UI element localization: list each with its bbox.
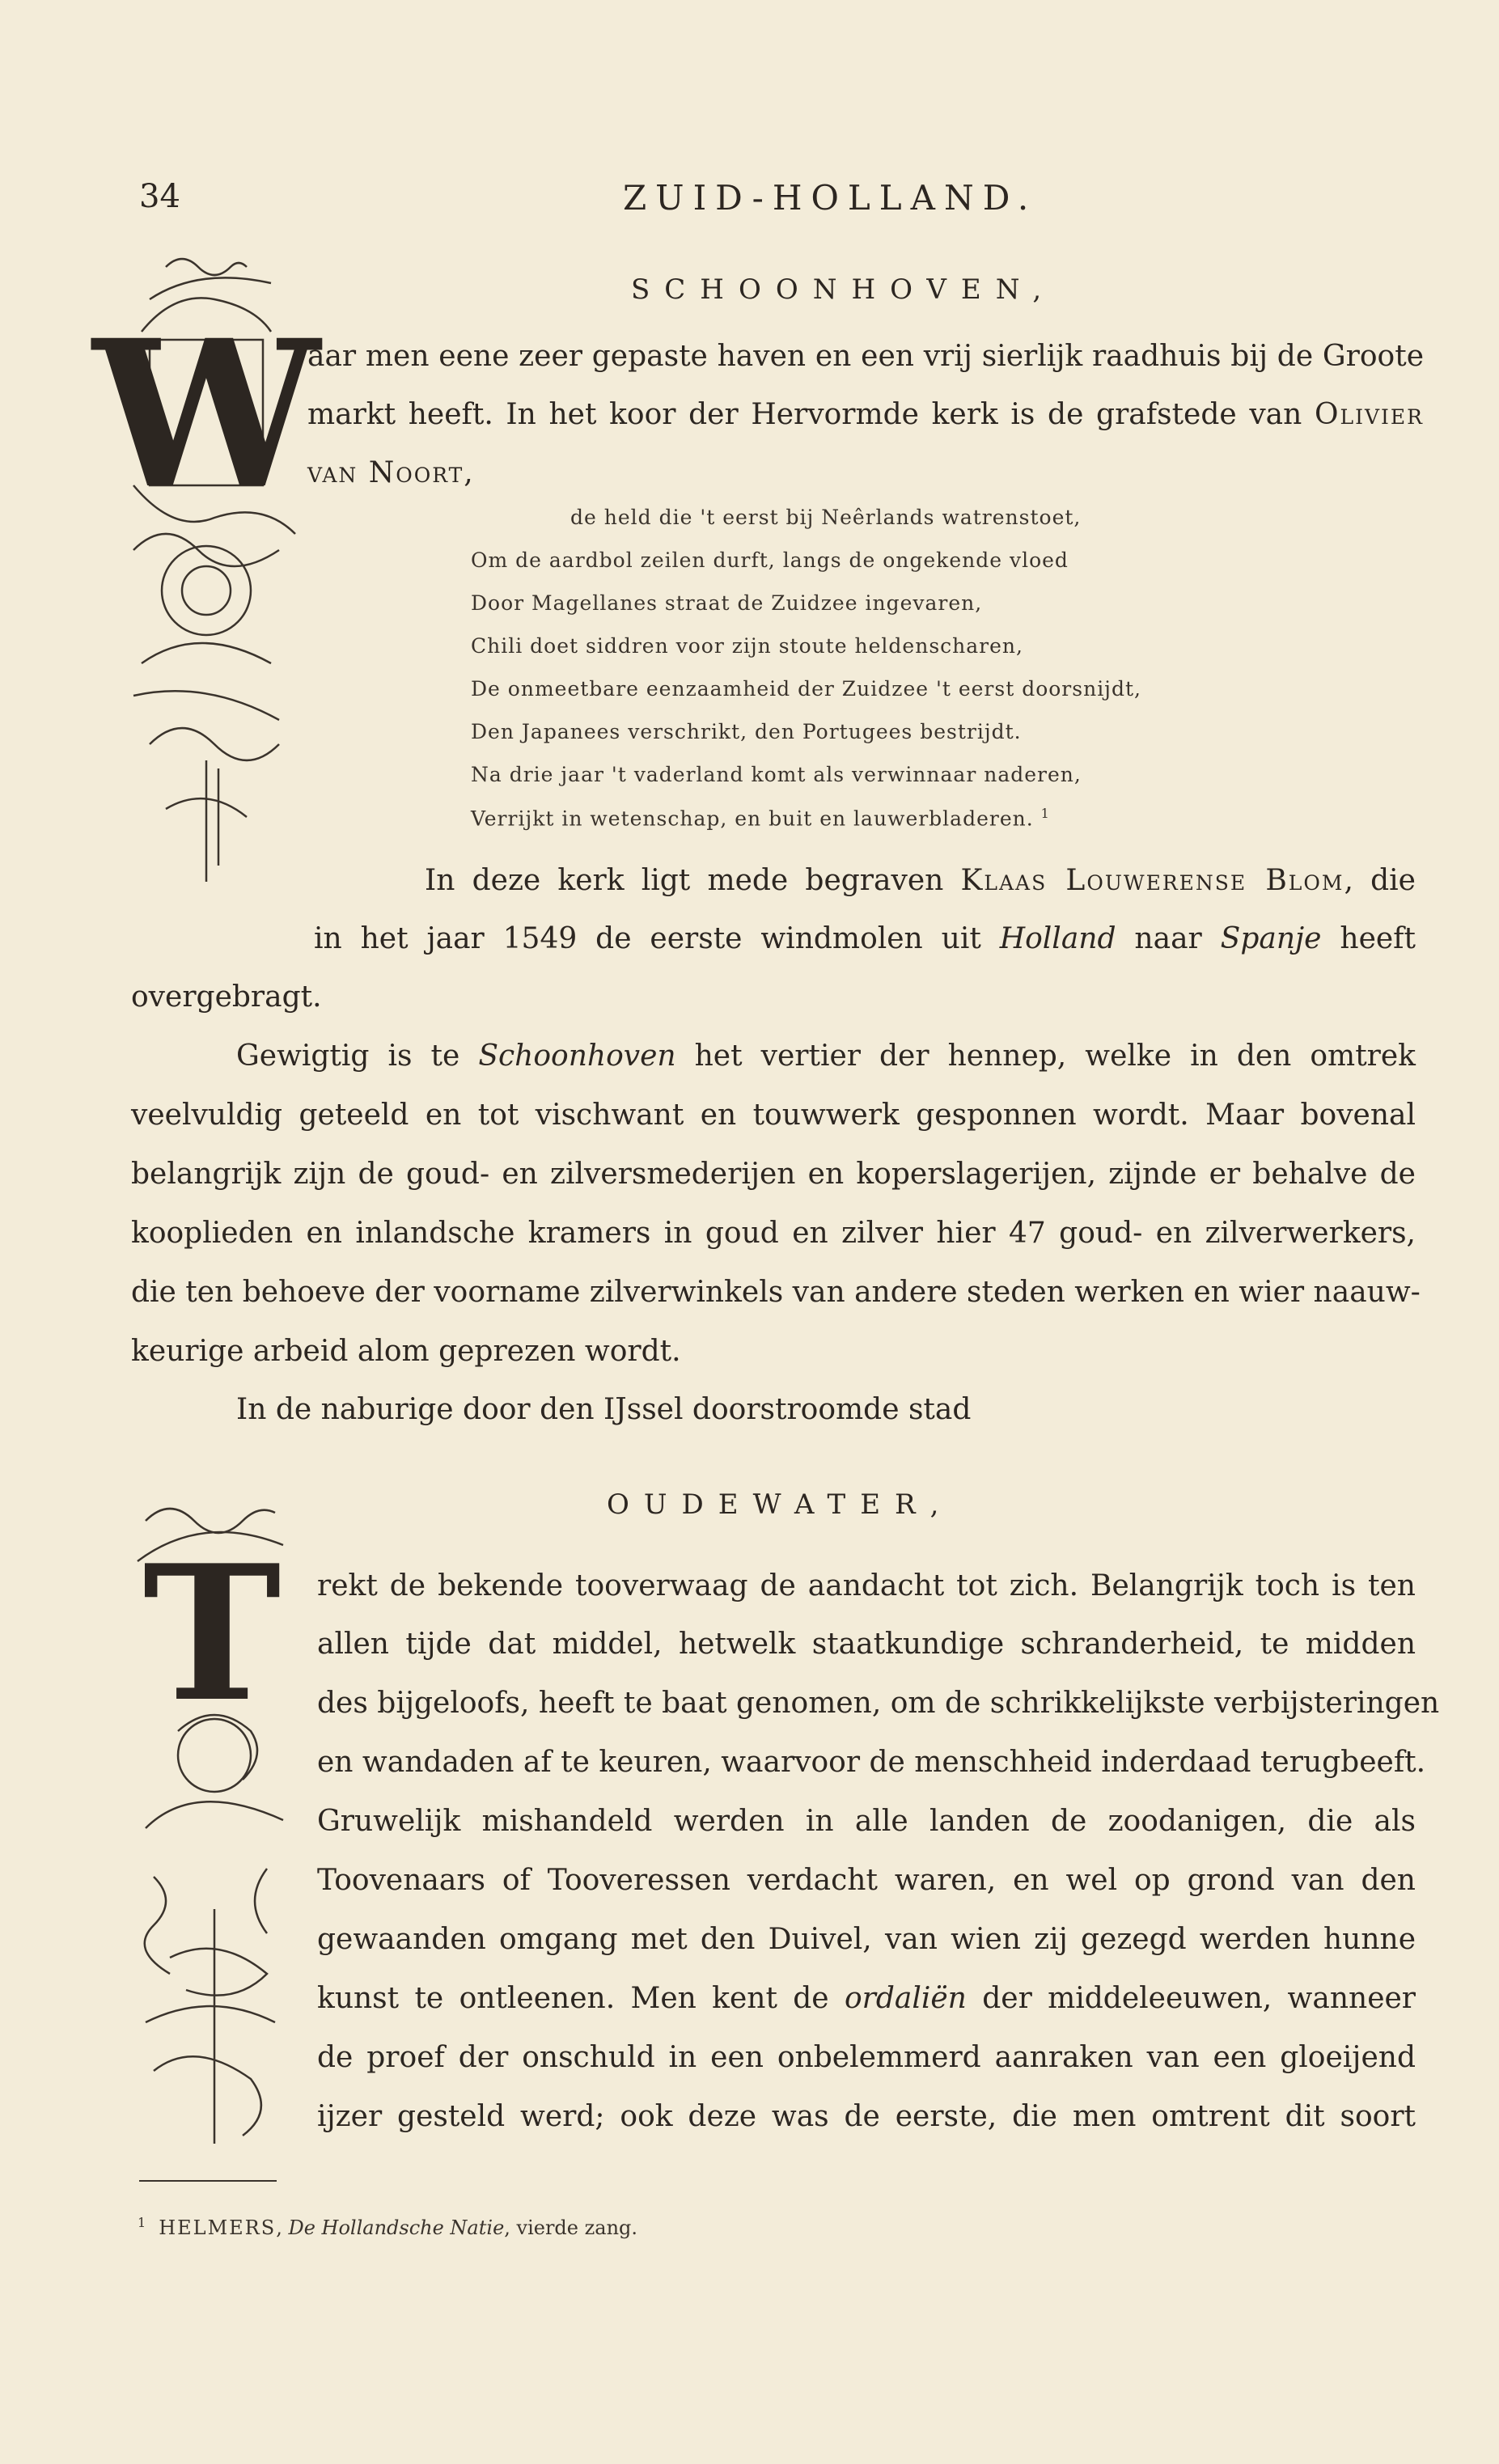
verse-line: Na drie jaar 't vaderland komt als verwinnaar naderen, [471,763,1082,786]
footnote-marker: 1 [1040,806,1050,821]
verse-line: De onmeetbare eenzaamheid der Zuidzee 't eerst doorsnijdt, [471,677,1141,701]
body-line: kunst te ontleenen. Men kent de ordaliën der middeleeuwen, wanneer [317,1982,1416,2015]
body-line: allen tijde dat middel, hetwelk staatkundige schranderheid, te midden [317,1628,1416,1661]
body-line: In de naburige door den IJssel doorstroomde stad [236,1393,972,1426]
initial-letter: T [142,1525,282,1743]
body-line: die ten behoeve der voorname zilverwinkels van andere steden werken en wier naauw- [131,1276,1421,1309]
body-line: Gewigtig is te Schoonhoven het vertier der hennep, welke in den omtrek [236,1039,1416,1073]
verse-line: de held die 't eerst bij Neêrlands watrenstoet, [570,506,1082,529]
decorated-initial-t [121,1488,307,2160]
verse-line: Door Magellanes straat de Zuidzee ingevaren, [471,591,983,615]
body-line: aar men eene zeer gepaste haven en een vrij sierlijk raadhuis bij de Groote [307,340,1424,373]
verse-line: Verrijkt in wetenschap, en buit en lauwerbladeren. $^1$ [471,806,1050,831]
footnote-title: De Hollandsche Natie [288,2216,505,2239]
person-name: Olivier [1314,398,1424,431]
footnote-rule [139,2180,277,2182]
footnote-marker: 1 [138,2215,146,2230]
place-name: Spanje [1220,922,1322,955]
body-line: ijzer gesteld werd; ook deze was de eerste, die men omtrent dit soort [317,2100,1416,2133]
body-line: rekt de bekende tooverwaag de aandacht tot zich. Belangrijk toch is ten [317,1569,1416,1602]
body-line: keurige arbeid alom geprezen wordt. [131,1335,681,1368]
body-line: de proef der onschuld in een onbelemmerd aanraken van een gloeijend [317,2041,1416,2074]
section-title-oudewater: OUDEWATER, [607,1488,954,1521]
body-line: van Noort, [307,456,473,489]
body-line: markt heeft. In het koor der Hervormde kerk is de grafstede van Olivier [307,398,1424,431]
running-title: ZUID-HOLLAND. [623,178,1038,218]
place-name: Holland [999,922,1116,955]
page-number: 34 [139,178,180,215]
body-line: kooplieden en inlandsche kramers in goud en zilver hier 47 goud- en zilverwerkers, [131,1217,1416,1250]
verse-line: Om de aardbol zeilen durft, langs de ongekende vloed [471,548,1069,572]
body-line: gewaanden omgang met den Duivel, van wien zij gezegd werden hunne [317,1923,1416,1956]
body-line: veelvuldig geteeld en tot vischwant en touwwerk gesponnen wordt. Maar bovenal [131,1099,1416,1132]
initial-letter: W [92,295,320,533]
body-line: Toovenaars of Tooveressen verdacht waren, en wel op grond van den [317,1864,1416,1897]
body-line: en wandaden af te keuren, waarvoor de menschheid inderdaad terugbeeft. [317,1746,1426,1779]
body-line: In deze kerk ligt mede begraven Klaas Louwerense Blom, die [425,864,1416,897]
decorated-initial-w [92,243,320,890]
person-name: van Noort [307,456,464,489]
body-line: Gruwelijk mishandeld werden in alle landen de zoodanigen, die als [317,1805,1416,1838]
term-ordalien: ordaliën [844,1982,967,2015]
place-name: Schoonhoven [478,1039,676,1073]
body-line: in het jaar 1549 de eerste windmolen uit Holland naar Spanje heeft [314,922,1416,955]
person-name: Klaas Louwerense Blom [960,864,1344,897]
body-line: overgebragt. [131,980,322,1014]
verse-line: Chili doet siddren voor zijn stoute heldenscharen, [471,634,1023,658]
section-title-schoonhoven: SCHOONHOVEN, [631,273,1056,306]
footnote: $^1$ HELMERS, De Hollandsche Natie, vierde zang. [138,2215,638,2239]
body-line: belangrijk zijn de goud- en zilversmederijen en koperslagerijen, zijnde er behalve de [131,1158,1416,1191]
body-line: des bijgeloofs, heeft te baat genomen, om de schrikkelijkste verbijsteringen [317,1687,1440,1720]
verse-line: Den Japanees verschrikt, den Portugees bestrijdt. [471,720,1022,743]
